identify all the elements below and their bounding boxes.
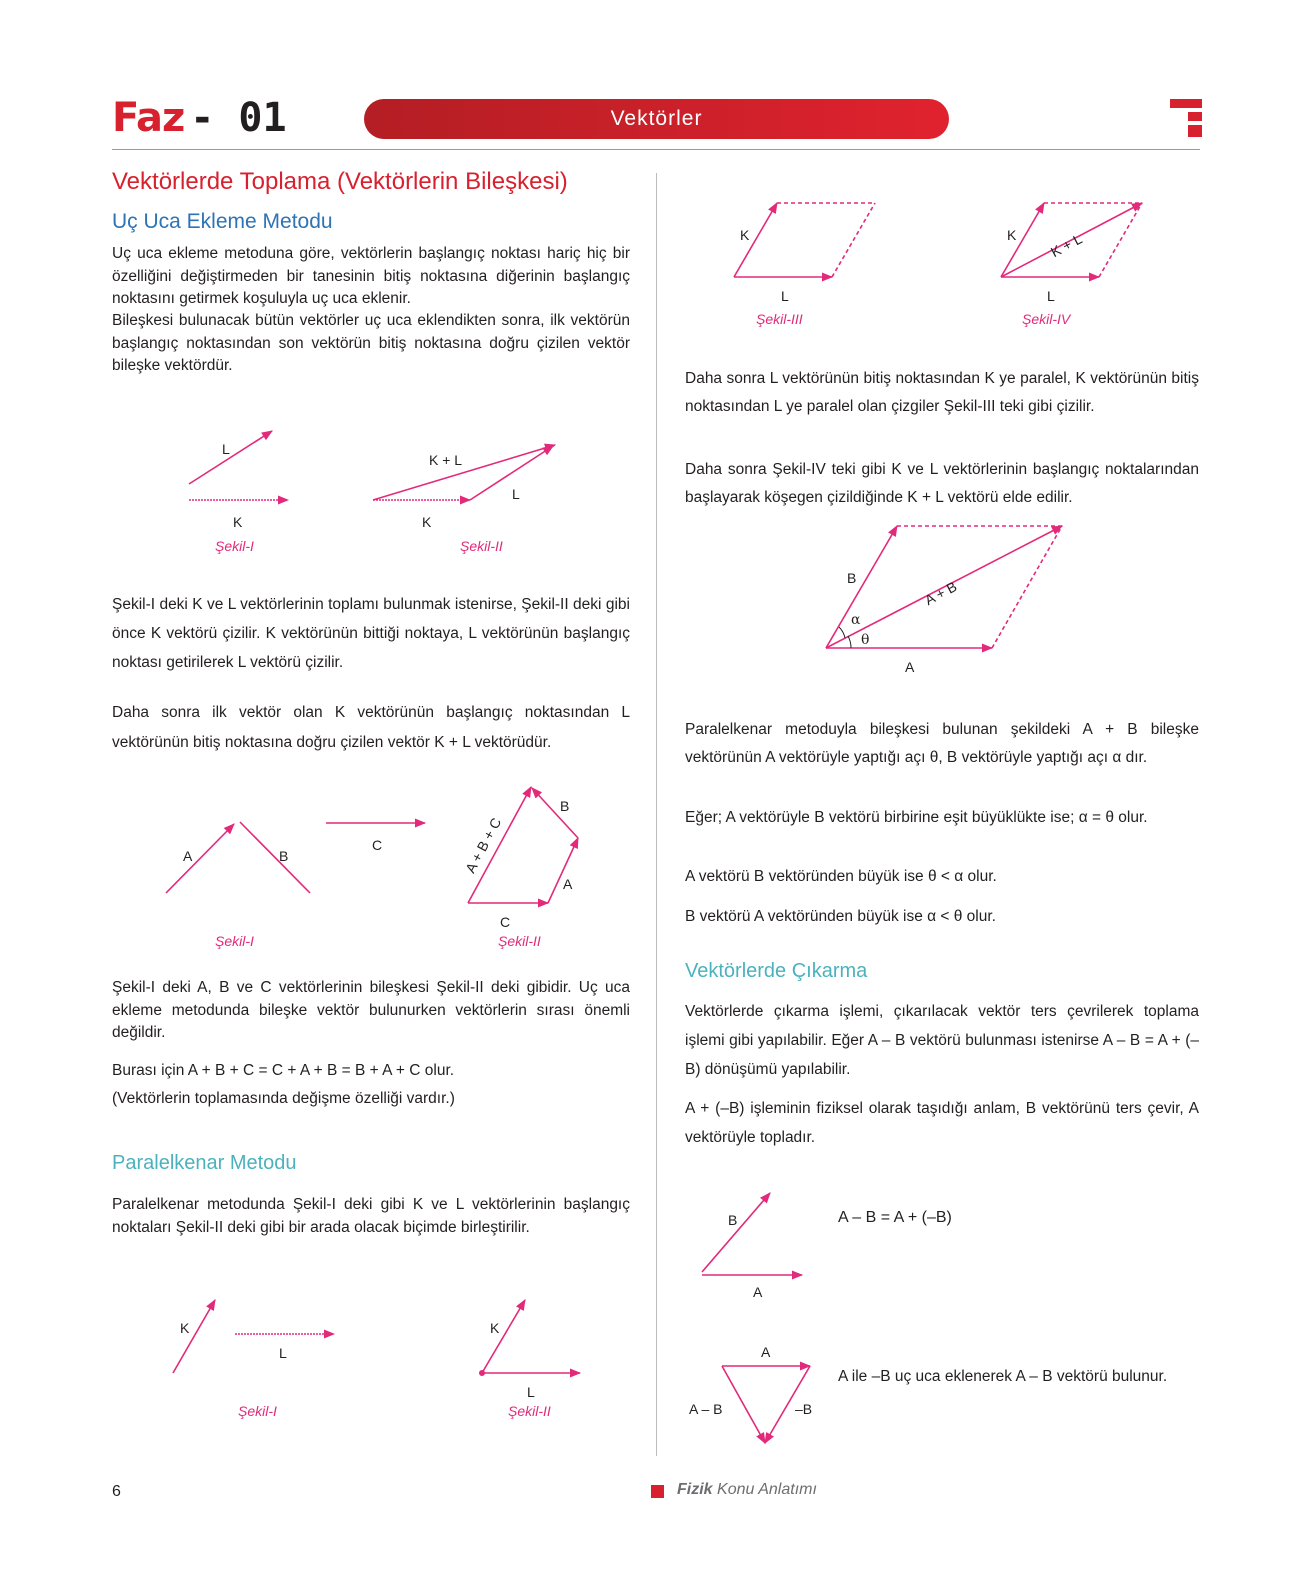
figure-caption: Şekil-II <box>498 933 541 949</box>
label-K-plus-L: K + L <box>429 452 463 468</box>
footer-square-icon <box>651 1485 664 1498</box>
figure-caption: Şekil-I <box>238 1403 277 1419</box>
uc-uca-paragraph-2: Bileşkesi bulunacak bütün vektörler uç uca eklendikten sonra, ilk vektörün başlangıç noktasından son vektörün bitiş noktasına doğru çizilen vektör bileşke vektördür. <box>112 312 630 374</box>
label-K: K <box>180 1320 190 1336</box>
commutative-note: (Vektörlerin toplamasında değişme özelliği vardır.) <box>112 1090 455 1107</box>
vector-K <box>482 1300 525 1373</box>
vector-A <box>548 838 578 903</box>
label-K: K <box>233 514 243 530</box>
label-K: K <box>422 514 432 530</box>
figure-caption: Şekil-I <box>215 538 254 554</box>
label-K-plus-L: K + L <box>1048 230 1085 261</box>
vector-B <box>240 822 310 893</box>
uc-uca-paragraph-3: Şekil-I deki K ve L vektörlerinin toplamı bulunmak istenirse, Şekil-II deki gibi önce K vektörü çizilir. K vektörünün bittiği noktaya, L vektörünün başlangıç noktası getirilerek L vektörü çizilir. <box>112 596 630 671</box>
label-A: A <box>753 1284 763 1300</box>
label-theta: θ <box>861 632 870 648</box>
vector-B <box>532 788 578 838</box>
cikarma-heading: Vektörlerde Çıkarma <box>685 960 868 982</box>
figure-caption: Şekil-II <box>508 1403 551 1419</box>
paralelkenar-heading: Paralelkenar Metodu <box>112 1152 297 1174</box>
figure-caption: Şekil-II <box>460 538 503 554</box>
logo-number: - 01 <box>190 95 287 141</box>
right-paragraph-1: Daha sonra L vektörünün bitiş noktasından K ye paralel, K vektörünün bitiş noktasından L ye paralel olan çizgiler Şekil-III teki gibi çizilir. <box>685 370 1199 415</box>
footer-subtitle: Konu Anlatımı <box>717 1481 817 1498</box>
label-A-plus-B-plus-C: A + B + C <box>462 815 505 876</box>
right-paragraph-6: B vektörü A vektöründen büyük ise α < θ olur. <box>685 908 996 925</box>
label-L: L <box>1047 288 1055 304</box>
footer-subject: Fizik <box>677 1481 713 1498</box>
label-C: C <box>372 837 383 853</box>
section-title: Vektörlerde Toplama (Vektörlerin Bileşkesi) <box>112 168 568 195</box>
figure-caption: Şekil-IV <box>1022 311 1071 327</box>
cikarma-paragraph-2: A + (–B) işleminin fiziksel olarak taşıdığı anlam, B vektörünü ters çevir, A vektörüyle topladır. <box>685 1100 1199 1146</box>
label-A: A <box>761 1344 771 1360</box>
angle-arc <box>839 627 845 638</box>
label-B: B <box>847 570 857 586</box>
figure-caption: Şekil-III <box>756 311 803 327</box>
label-A-minus-B: A – B <box>689 1401 723 1417</box>
label-A: A <box>563 876 573 892</box>
label-minus-B: –B <box>795 1401 813 1417</box>
label-A: A <box>905 659 915 675</box>
label-alpha: α <box>851 612 861 628</box>
label-B: B <box>728 1212 738 1228</box>
vector-A-minus-B <box>722 1366 765 1443</box>
uc-uca-heading: Uç Uca Ekleme Metodu <box>112 210 333 233</box>
uc-uca-paragraph-4: Daha sonra ilk vektör olan K vektörünün başlangıç noktasından L vektörünün bitiş noktasına doğru çizilen vektör K + L vektörüdür. <box>112 704 630 751</box>
label-A: A <box>183 848 193 864</box>
cikarma-paragraph-1: Vektörlerde çıkarma işlemi, çıkarılacak vektör ters çevrilerek toplama işlemi gibi yapılabilir. Eğer A – B vektörü bulunması istenirse A – B = A + (–B) dönüşümü yapılabilir. <box>685 1003 1199 1078</box>
right-paragraph-5: A vektörü B vektöründen büyük ise θ < α olur. <box>685 868 997 885</box>
label-K: K <box>1007 227 1017 243</box>
right-paragraph-4: Eğer; A vektörüyle B vektörü birbirine eşit büyüklükte ise; α = θ olur. <box>685 809 1148 826</box>
label-L: L <box>527 1384 535 1400</box>
parallel-line <box>832 203 875 277</box>
label-K: K <box>490 1320 500 1336</box>
label-L: L <box>279 1345 287 1361</box>
page-number: 6 <box>112 1483 121 1500</box>
vector-L <box>189 431 272 484</box>
vector-K-plus-L <box>373 445 555 500</box>
right-paragraph-2: Daha sonra Şekil-IV teki gibi K ve L vektörlerinin başlangıç noktalarından başlayarak köşegen çizildiğinde K + L vektörü elde edilir. <box>685 461 1199 506</box>
subtraction-equation: A – B = A + (–B) <box>838 1209 952 1226</box>
cikarma-paragraph-3: A ile –B uç uca eklenerek A – B vektörü bulunur. <box>838 1368 1168 1385</box>
label-B: B <box>279 848 289 864</box>
uc-uca-paragraph-1: Uç uca ekleme metoduna göre, vektörlerin başlangıç noktası hariç hiç bir özelliğini değiştirmeden bir tanesinin bitiş noktasına diğerinin başlangıç noktasını getirmek koşuluyla uç uca eklenir. <box>112 245 630 307</box>
logo-text: Faz <box>112 95 185 141</box>
footer-book-title <box>677 1481 817 1499</box>
paralelkenar-paragraph: Paralelkenar metodunda Şekil-I deki gibi K ve L vektörlerinin başlangıç noktaları Şekil-II deki gibi bir arada olacak biçimde birleştirilir. <box>112 1196 630 1236</box>
label-L: L <box>222 441 230 457</box>
commutative-equation: Burası için A + B + C = C + A + B = B + A + C olur. <box>112 1062 455 1079</box>
right-paragraph-3: Paralelkenar metoduyla bileşkesi bulunan şekildeki A + B bileşke vektörünün A vektörüyle yaptığı açı θ, B vektörüyle yaptığı açı α dır. <box>685 721 1199 766</box>
label-L: L <box>512 486 520 502</box>
label-L: L <box>781 288 789 304</box>
label-A-plus-B: A + B <box>922 578 960 609</box>
vector-K <box>173 1300 215 1373</box>
label-K: K <box>740 227 750 243</box>
vector-B <box>702 1193 770 1272</box>
origin-dot <box>479 1370 485 1376</box>
label-C: C <box>500 914 511 930</box>
angle-arc <box>848 636 851 648</box>
uc-uca-paragraph-5: Şekil-I deki A, B ve C vektörlerinin bileşkesi Şekil-II deki gibidir. Uç uca ekleme metodunda bileşke vektör bulunurken vektörlerin sırası önemli değildir. <box>112 979 630 1041</box>
chapter-title-bar: Vektörler <box>364 99 949 139</box>
label-B: B <box>560 798 570 814</box>
figure-caption: Şekil-I <box>215 933 254 949</box>
vector-A <box>166 824 234 893</box>
